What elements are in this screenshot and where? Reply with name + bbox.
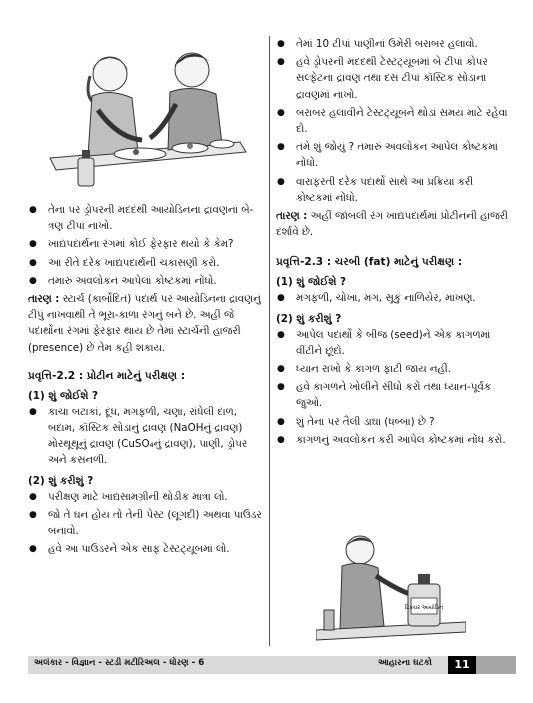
right-column bbox=[276, 36, 512, 450]
list-item: ● ધ્યાન રાખો કે કાગળ ફાટી જાય નહીં. bbox=[276, 361, 512, 377]
right-conclusion bbox=[276, 208, 512, 240]
list-item: ● તેના પર ડ્રોપરની મદદથી આયોડિનના દ્રાવણનાં બે-ત્રણ ટીપાં નાખો. bbox=[28, 202, 264, 234]
list-item: ● આપેલ પદાર્થો કે બીજ (seed)ને એક કાગળમાં વીંટીને છૂંદો. bbox=[276, 327, 512, 359]
activity-2-2-title: પ્રવૃત્તિ-2.2 : પ્રોટીન માટેનું પરીક્ષણ : bbox=[28, 369, 186, 382]
list-item: ● તમારું અવલોકન આપેલાં કોષ્ટકમાં નોંધો. bbox=[28, 273, 264, 289]
what-needed-heading: (1) શું જોઈશે ? bbox=[276, 276, 347, 289]
list-item: ● આ રીતે દરેક ખાદ્યપદાર્થની ચકાસણી કરો. bbox=[28, 255, 264, 271]
list-item: ● બરાબર હલાવીને ટેસ્ટટ્યૂબને થોડાં સમય માટે રહેવા દો. bbox=[276, 105, 512, 137]
left-steps-list-2 bbox=[28, 489, 264, 558]
footer-book-title: અલંકાર - વિજ્ઞાન - સ્ટડી મટીરિઅલ - ધોરણ - 6 bbox=[34, 658, 205, 668]
right-materials-list bbox=[276, 290, 512, 306]
conclusion-label: તારણ : bbox=[276, 210, 308, 223]
list-item: ● કાચા બટાકાં, દૂધ, મગફળી, ચણા, રાંધેલી દાળ, બદામ, કૉસ્ટિક સોડાનું દ્રાવણ (NaOHનું દ્રાવણ) મોરથૂથૂનું દ્રાવણ (CuSO₄નું દ્રાવણ), પાણી, ડ્રોપર અને કસનળી. bbox=[28, 404, 264, 469]
right-steps-list-2 bbox=[276, 327, 512, 448]
boy-with-iodine-bottle-illustration bbox=[316, 530, 466, 648]
list-item: ● હવે આ પાઉડરને એક સાફ ટેસ્ટટ્યૂબમાં લો. bbox=[28, 541, 264, 557]
conclusion-text: સ્ટાર્ચ (કાર્બોદિત) પદાર્થ પર આયોડિનના દ્રાવણનું ટીપું નાખવાથી તે ભૂરા-કાળા રંગનું બને છે. અહીં જે પદાર્થોના રંગમાં ફેરફાર થાય છે તેમાં સ્ટાર્ચની હાજરી (presence) છે તેમ કહી શકાય. bbox=[28, 293, 261, 354]
list-item: ● હવે કાગળને ખોલીને સીધો કરો તથા ધ્યાન-પૂર્વક જુઓ. bbox=[276, 379, 512, 411]
list-item: ● વારાફરતી દરેક પદાર્થો સાથે આ પ્રક્રિયા કરી કોષ્ટકમાં નોંધો. bbox=[276, 174, 512, 206]
left-column bbox=[28, 36, 264, 559]
page-number: 11 bbox=[448, 656, 476, 674]
list-item: ● ખાદ્યપદાર્થના રંગમાં કોઈ ફેરફાર થયો કે કેમ? bbox=[28, 236, 264, 252]
left-materials-list bbox=[28, 404, 264, 469]
what-needed-heading: (1) શું જોઈશે ? bbox=[28, 389, 99, 402]
conclusion-text: અહીં જાંબલી રંગ ખાદ્યપદાર્થમાં પ્રોટીનની હાજરી દર્શાવે છે. bbox=[276, 210, 508, 239]
bottle-label: ટિંક્ચર આયોડિન bbox=[404, 605, 444, 611]
list-item: ● હવે ડ્રોપરની મદદથી ટેસ્ટટ્યૂબમાં બે ટીપાં કોપર સલ્ફેટના દ્રાવણ તથા દસ ટીપાં કૉસ્ટિક સોડાના દ્રાવણમાં નાખો. bbox=[276, 54, 512, 103]
list-item: ● તેમાં 10 ટીપાં પાણીનાં ઉમેરી બરાબર હલાવો. bbox=[276, 36, 512, 52]
conclusion-label: તારણ : bbox=[28, 293, 60, 306]
what-to-do-heading: (2) શું કરીશું ? bbox=[28, 474, 94, 487]
footer-chapter-title: આહારના ઘટકો bbox=[378, 658, 432, 668]
activity-2-3-title: પ્રવૃત્તિ-2.3 : ચરબી (fat) માટેનું પરીક્ષણ : bbox=[276, 256, 463, 269]
list-item: ● જો તે ઘન હોય તો તેની પેસ્ટ (લૂગદી) અથવા પાઉડર બનાવો. bbox=[28, 507, 264, 539]
list-item: ● શું તેના પર તૈલી ડાઘા (ધબ્બા) છે ? bbox=[276, 414, 512, 430]
list-item: ● કાગળનું અવલોકન કરી આપેલ કોષ્ટકમાં નોંધ કરો. bbox=[276, 432, 512, 448]
right-steps-list-1 bbox=[276, 36, 512, 206]
footer-end-bar bbox=[476, 656, 516, 674]
list-item: ● મગફળી, ચોખા, મગ, સૂકું નાળિયેર, માખણ. bbox=[276, 290, 512, 306]
left-conclusion bbox=[28, 291, 264, 356]
list-item: ● પરીક્ષણ માટે ખાદ્યસામગ્રીની થોડીક માત્રા લો. bbox=[28, 489, 264, 505]
what-to-do-heading: (2) શું કરીશું ? bbox=[276, 312, 342, 325]
left-steps-list-1 bbox=[28, 202, 264, 289]
page-footer bbox=[28, 656, 508, 674]
list-item: ● તમે શું જોયું ? તમારું અવલોકન આપેલ કોષ્ટકમાં નોંધો. bbox=[276, 139, 512, 171]
column-divider bbox=[269, 36, 270, 646]
